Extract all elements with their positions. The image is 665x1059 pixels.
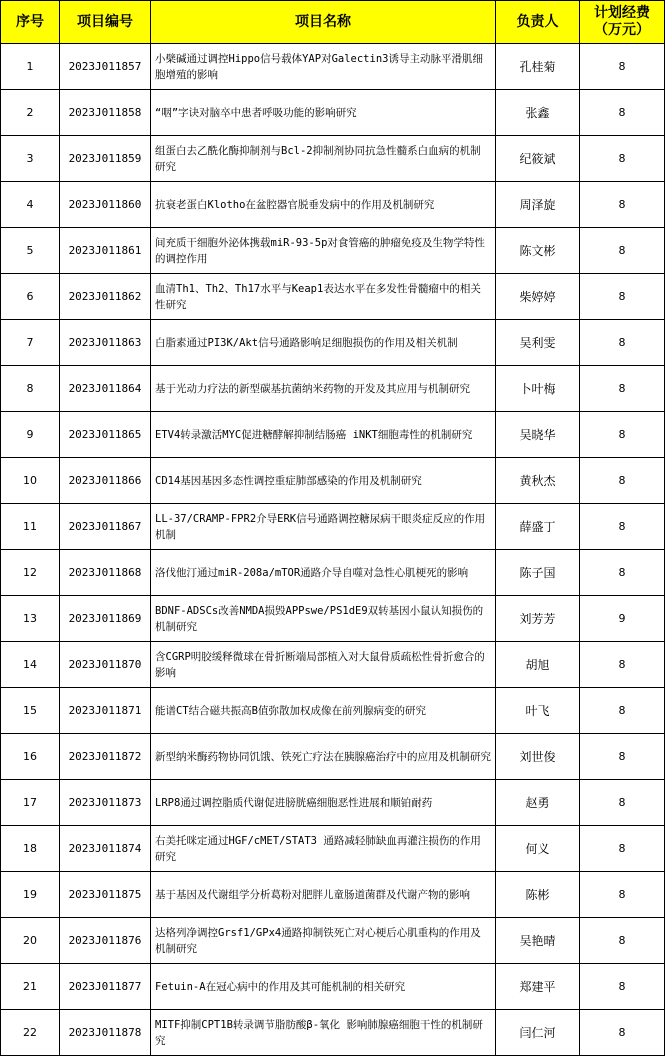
header-funds — [580, 1, 665, 44]
cell-name: 小檗碱通过调控Hippo信号载体YAP对Galectin3诱导主动脉平滑肌细胞增殖的影响 — [151, 44, 496, 90]
table-row — [1, 44, 665, 90]
cell-code: 2023J011869 — [60, 596, 151, 642]
cell-funds: 8 — [580, 550, 665, 596]
cell-name: LRP8通过调控脂质代谢促进膀胱癌细胞恶性进展和顺铂耐药 — [151, 780, 496, 826]
cell-seq: 19 — [1, 872, 60, 918]
table-row — [1, 688, 665, 734]
table-row — [1, 1010, 665, 1056]
cell-person: 叶飞 — [496, 688, 580, 734]
cell-code: 2023J011878 — [60, 1010, 151, 1056]
table-row — [1, 918, 665, 964]
table-row — [1, 826, 665, 872]
cell-name: 洛伐他汀通过miR-208a/mTOR通路介导自噬对急性心肌梗死的影响 — [151, 550, 496, 596]
cell-person: 柴婷婷 — [496, 274, 580, 320]
cell-name: “咽”字诀对脑卒中患者呼吸功能的影响研究 — [151, 90, 496, 136]
cell-code: 2023J011858 — [60, 90, 151, 136]
cell-seq: 6 — [1, 274, 60, 320]
cell-name: 新型纳米酶药物协同饥饿、铁死亡疗法在胰腺癌治疗中的应用及机制研究 — [151, 734, 496, 780]
cell-name: 基于基因及代谢组学分析葛粉对肥胖儿童肠道菌群及代谢产物的影响 — [151, 872, 496, 918]
cell-code: 2023J011871 — [60, 688, 151, 734]
cell-name: 间充质干细胞外泌体携载miR-93-5p对食管癌的肿瘤免疫及生物学特性的调控作用 — [151, 228, 496, 274]
cell-code: 2023J011859 — [60, 136, 151, 182]
cell-person: 吴艳晴 — [496, 918, 580, 964]
cell-code: 2023J011876 — [60, 918, 151, 964]
table-row — [1, 550, 665, 596]
cell-code: 2023J011862 — [60, 274, 151, 320]
cell-person: 赵勇 — [496, 780, 580, 826]
cell-name: ETV4转录激活MYC促进糖酵解抑制结肠癌 iNKT细胞毒性的机制研究 — [151, 412, 496, 458]
cell-person: 郑建平 — [496, 964, 580, 1010]
cell-person: 陈子国 — [496, 550, 580, 596]
table-body — [1, 44, 665, 1056]
header-funds-line2: （万元） — [594, 22, 650, 38]
cell-person: 孔桂菊 — [496, 44, 580, 90]
cell-funds: 9 — [580, 596, 665, 642]
cell-seq: 7 — [1, 320, 60, 366]
cell-person: 闫仁河 — [496, 1010, 580, 1056]
table-row — [1, 228, 665, 274]
cell-code: 2023J011863 — [60, 320, 151, 366]
cell-person: 周泽旋 — [496, 182, 580, 228]
cell-code: 2023J011868 — [60, 550, 151, 596]
cell-name: 达格列净调控Grsf1/GPx4通路抑制铁死亡对心梗后心肌重构的作用及机制研究 — [151, 918, 496, 964]
cell-person: 陈文彬 — [496, 228, 580, 274]
cell-seq: 8 — [1, 366, 60, 412]
cell-name: 右美托咪定通过HGF/cMET/STAT3 通路减轻肺缺血再灌注损伤的作用研究 — [151, 826, 496, 872]
cell-funds: 8 — [580, 44, 665, 90]
cell-name: 白脂素通过PI3K/Akt信号通路影响足细胞损伤的作用及相关机制 — [151, 320, 496, 366]
cell-name: Fetuin-A在冠心病中的作用及其可能机制的相关研究 — [151, 964, 496, 1010]
cell-person: 何义 — [496, 826, 580, 872]
header-code: 项目编号 — [60, 1, 151, 44]
table-row — [1, 504, 665, 550]
cell-funds: 8 — [580, 734, 665, 780]
cell-code: 2023J011874 — [60, 826, 151, 872]
cell-name: 基于光动力疗法的新型碳基抗菌纳米药物的开发及其应用与机制研究 — [151, 366, 496, 412]
cell-code: 2023J011860 — [60, 182, 151, 228]
cell-name: 抗衰老蛋白Klotho在盆腔器官脱垂发病中的作用及机制研究 — [151, 182, 496, 228]
cell-code: 2023J011872 — [60, 734, 151, 780]
table-row — [1, 366, 665, 412]
table-row — [1, 642, 665, 688]
cell-person: 卜叶梅 — [496, 366, 580, 412]
cell-code: 2023J011864 — [60, 366, 151, 412]
cell-code: 2023J011867 — [60, 504, 151, 550]
cell-seq: 14 — [1, 642, 60, 688]
cell-code: 2023J011875 — [60, 872, 151, 918]
cell-seq: 2 — [1, 90, 60, 136]
table-row — [1, 734, 665, 780]
cell-funds: 8 — [580, 320, 665, 366]
cell-person: 刘芳芳 — [496, 596, 580, 642]
cell-funds: 8 — [580, 918, 665, 964]
cell-funds: 8 — [580, 366, 665, 412]
cell-person: 薛盛丁 — [496, 504, 580, 550]
cell-code: 2023J011870 — [60, 642, 151, 688]
cell-name: MITF抑制CPT1B转录调节脂肪酸β-氧化 影响肺腺癌细胞干性的机制研究 — [151, 1010, 496, 1056]
cell-funds: 8 — [580, 780, 665, 826]
cell-seq: 4 — [1, 182, 60, 228]
cell-seq: 16 — [1, 734, 60, 780]
cell-person: 吴晓华 — [496, 412, 580, 458]
cell-funds: 8 — [580, 872, 665, 918]
cell-funds: 8 — [580, 826, 665, 872]
cell-seq: 1 — [1, 44, 60, 90]
cell-person: 黄秋杰 — [496, 458, 580, 504]
table-row — [1, 780, 665, 826]
header-name: 项目名称 — [151, 1, 496, 44]
cell-seq: 22 — [1, 1010, 60, 1056]
cell-person: 胡旭 — [496, 642, 580, 688]
cell-name: 组蛋白去乙酰化酶抑制剂与Bcl-2抑制剂协同抗急性髓系白血病的机制研究 — [151, 136, 496, 182]
header-person: 负责人 — [496, 1, 580, 44]
table-row — [1, 182, 665, 228]
cell-seq: 21 — [1, 964, 60, 1010]
cell-seq: 20 — [1, 918, 60, 964]
table-row — [1, 136, 665, 182]
cell-code: 2023J011861 — [60, 228, 151, 274]
cell-funds: 8 — [580, 412, 665, 458]
cell-code: 2023J011857 — [60, 44, 151, 90]
cell-person: 刘世俊 — [496, 734, 580, 780]
header-funds-line1: 计划经费 — [594, 5, 650, 21]
cell-funds: 8 — [580, 1010, 665, 1056]
cell-seq: 15 — [1, 688, 60, 734]
cell-seq: 18 — [1, 826, 60, 872]
cell-code: 2023J011866 — [60, 458, 151, 504]
cell-name: BDNF-ADSCs改善NMDA损毁APPswe/PS1dE9双转基因小鼠认知损伤的机制研究 — [151, 596, 496, 642]
table-row — [1, 964, 665, 1010]
cell-name: 血清Th1、Th2、Th17水平与Keap1表达水平在多发性骨髓瘤中的相关性研究 — [151, 274, 496, 320]
cell-person: 吴利雯 — [496, 320, 580, 366]
table-row — [1, 412, 665, 458]
cell-seq: 12 — [1, 550, 60, 596]
cell-person: 纪筱斌 — [496, 136, 580, 182]
cell-funds: 8 — [580, 228, 665, 274]
cell-funds: 8 — [580, 182, 665, 228]
cell-funds: 8 — [580, 504, 665, 550]
cell-seq: 13 — [1, 596, 60, 642]
table-row — [1, 596, 665, 642]
cell-code: 2023J011865 — [60, 412, 151, 458]
table-row — [1, 274, 665, 320]
cell-funds: 8 — [580, 136, 665, 182]
cell-funds: 8 — [580, 688, 665, 734]
cell-seq: 11 — [1, 504, 60, 550]
header-seq: 序号 — [1, 1, 60, 44]
cell-name: CD14基因基因多态性调控重症肺部感染的作用及机制研究 — [151, 458, 496, 504]
table-row — [1, 872, 665, 918]
cell-name: 含CGRP明胶缓释微球在骨折断端局部植入对大鼠骨质疏松性骨折愈合的影响 — [151, 642, 496, 688]
header-row — [1, 1, 665, 44]
cell-name: LL-37/CRAMP-FPR2介导ERK信号通路调控糖尿病干眼炎症反应的作用机制 — [151, 504, 496, 550]
cell-funds: 8 — [580, 274, 665, 320]
cell-funds: 8 — [580, 90, 665, 136]
table-row — [1, 458, 665, 504]
table-row — [1, 320, 665, 366]
cell-seq: 9 — [1, 412, 60, 458]
cell-seq: 17 — [1, 780, 60, 826]
cell-funds: 8 — [580, 642, 665, 688]
cell-seq: 10 — [1, 458, 60, 504]
cell-name: 能谱CT结合磁共振高B值弥散加权成像在前列腺病变的研究 — [151, 688, 496, 734]
cell-seq: 5 — [1, 228, 60, 274]
cell-funds: 8 — [580, 964, 665, 1010]
cell-person: 陈彬 — [496, 872, 580, 918]
cell-funds: 8 — [580, 458, 665, 504]
table-row — [1, 90, 665, 136]
cell-code: 2023J011873 — [60, 780, 151, 826]
cell-code: 2023J011877 — [60, 964, 151, 1010]
cell-person: 张鑫 — [496, 90, 580, 136]
cell-seq: 3 — [1, 136, 60, 182]
